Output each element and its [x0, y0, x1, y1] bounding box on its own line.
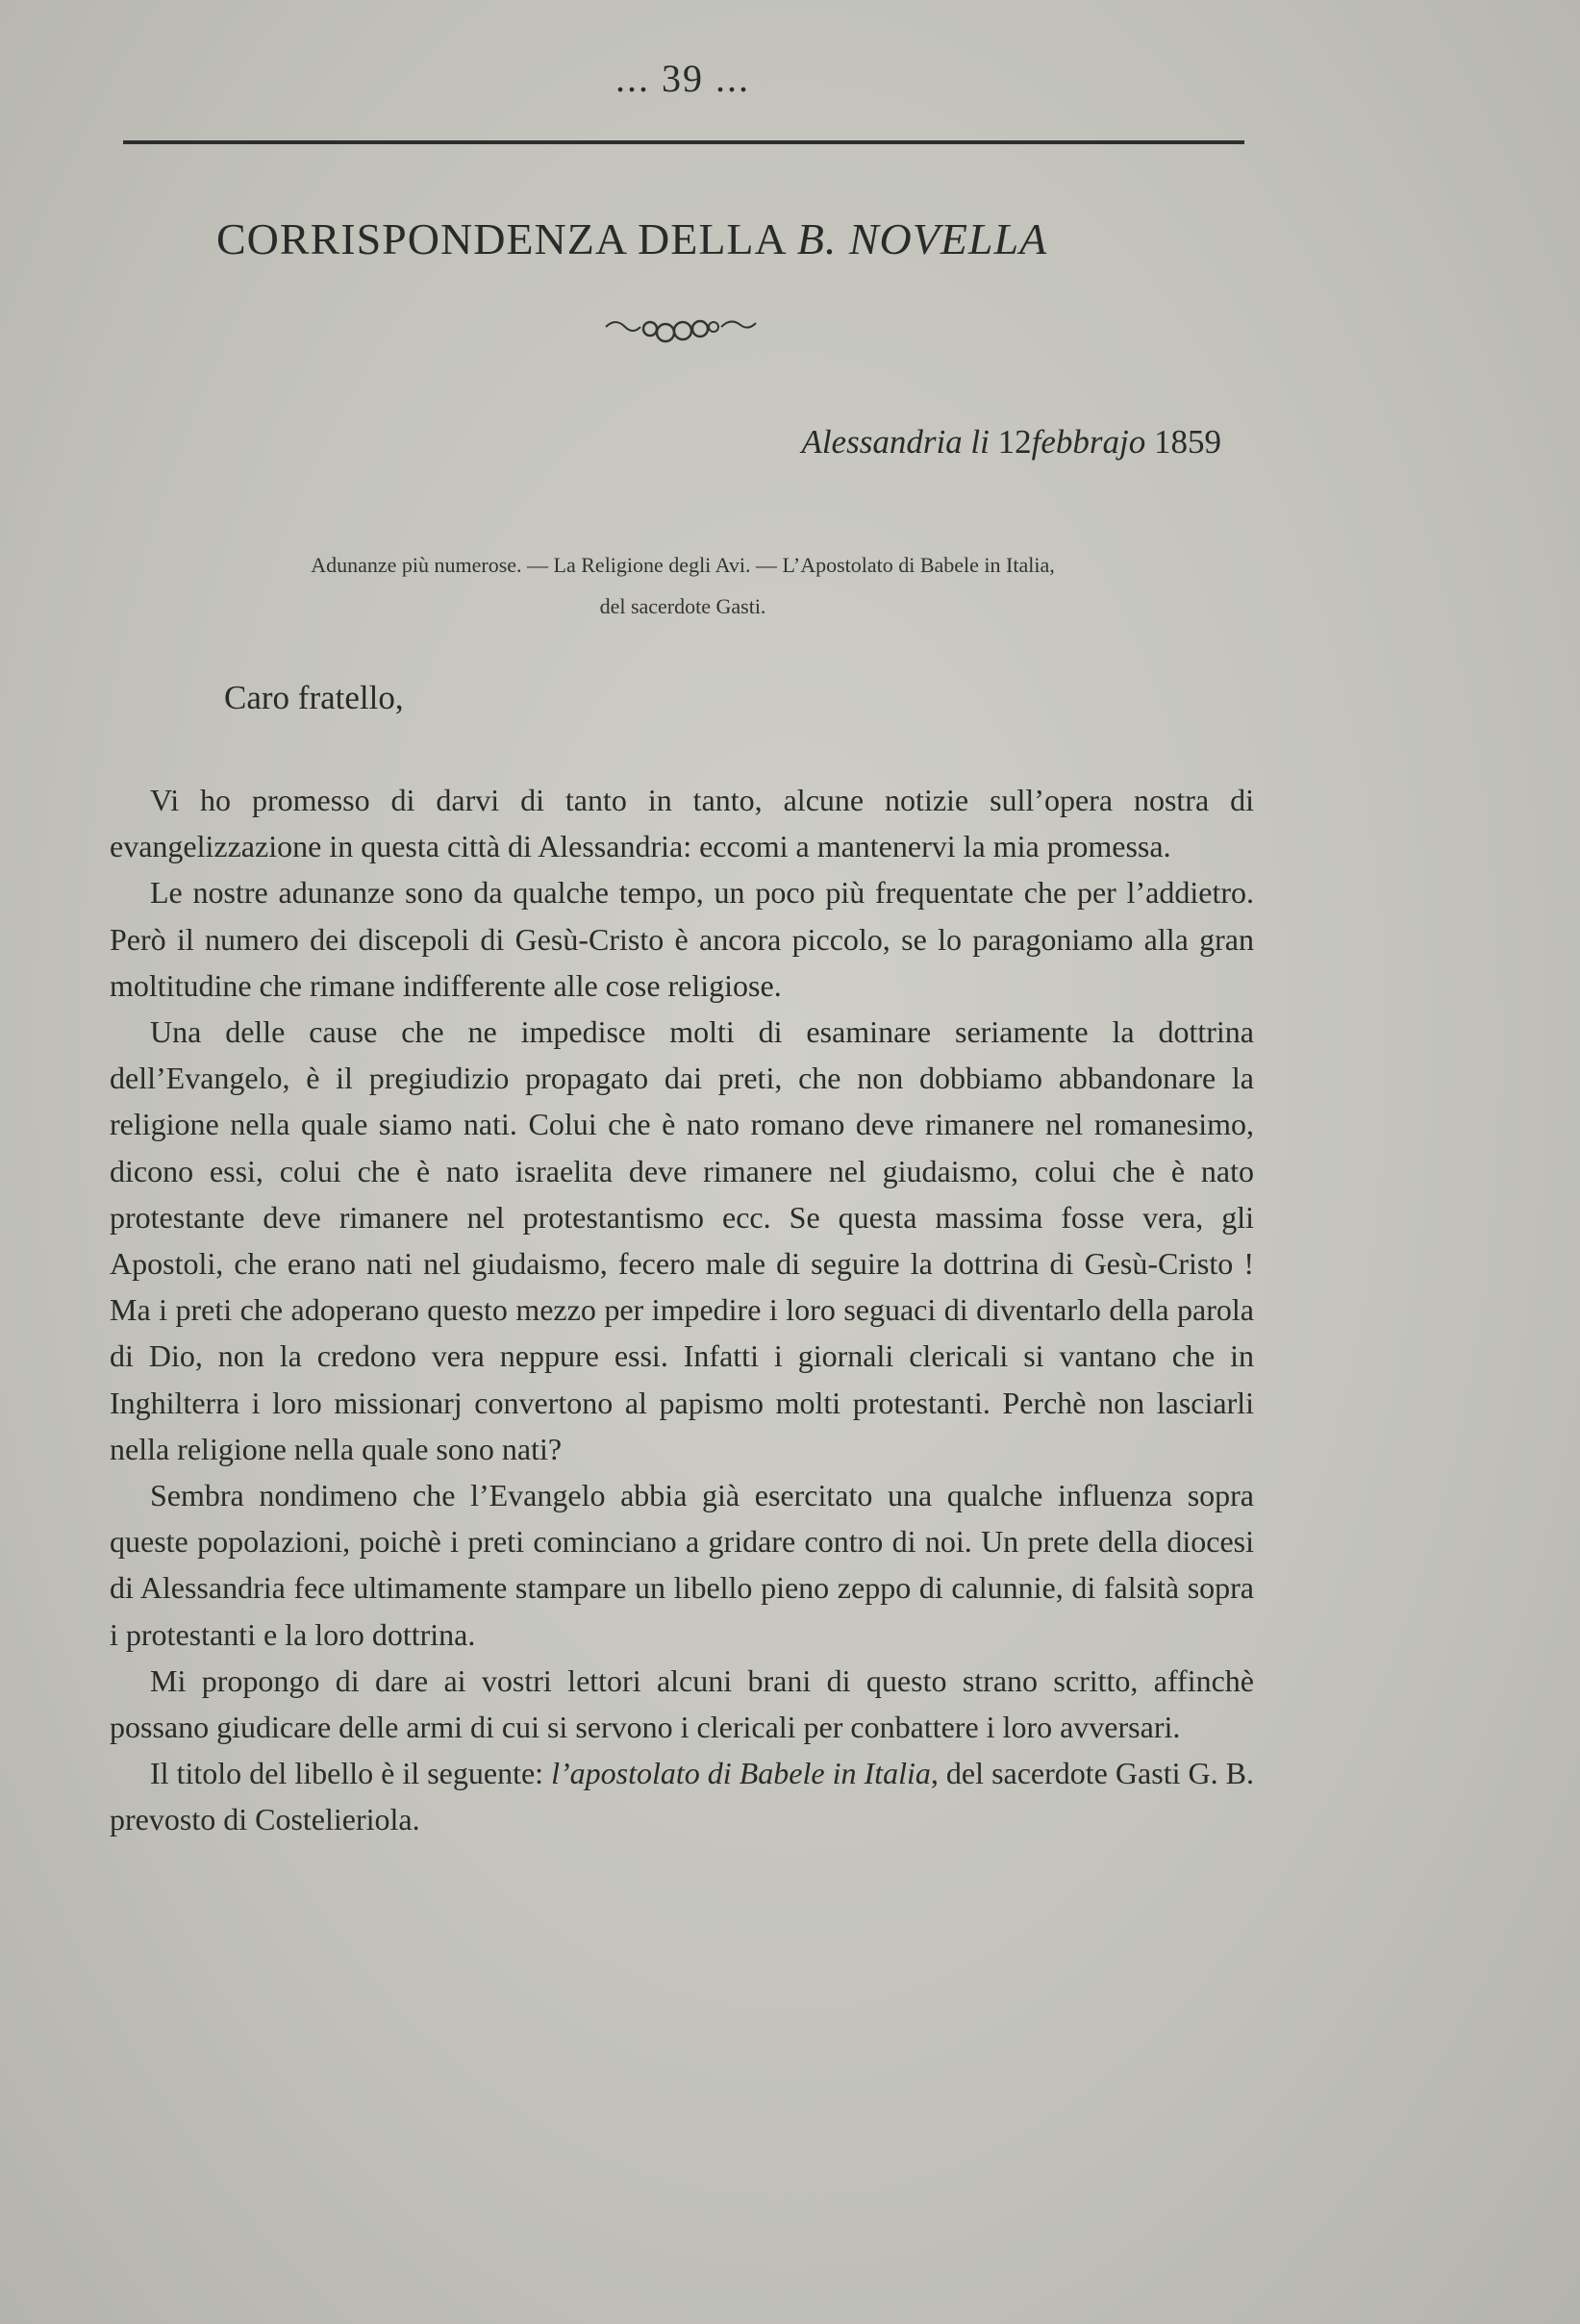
title-text: CORRISPONDENZA DELLA [216, 214, 797, 263]
dateline-month: febbrajo [1031, 423, 1146, 461]
paragraph-1: Vi ho promesso di darvi di tanto in tanto, alcune notizie sull’opera nostra di evangelizzazione in questa città di Alessandria: eccomi a mantenervi la mia promessa. [110, 783, 1254, 864]
paragraph-5: Mi propongo di dare ai vostri lettori alcuni brani di questo strano scritto, affinchè possano giudicare delle armi di cui si servono i clericali per conbattere i loro avversari. [110, 1662, 1254, 1745]
article-title [216, 213, 1178, 264]
book-title-reference: l’apostolato di Babele in Italia [551, 1756, 931, 1791]
letter-body [110, 777, 1254, 1843]
summary-line-1: Adunanze più numerose. — La Religione degli Avi. — L’Apostolato di Babele in Italia, [311, 553, 1055, 577]
paragraph-6-start: Il titolo del libello è il seguente: [150, 1756, 552, 1791]
title-italic-text: B. NOVELLA [796, 214, 1048, 263]
paragraph-6-end: , del sacerdote Gasti G. B. prevosto di Costelieriola. [110, 1756, 1255, 1837]
dateline-day: 12 [997, 423, 1032, 461]
header-rule [123, 140, 1244, 144]
page-number: ... 39 ... [615, 57, 750, 100]
paragraph-6 [110, 1750, 1254, 1842]
dateline [731, 423, 1221, 462]
dateline-place: Alessandria li [801, 423, 990, 461]
summary-line-2: del sacerdote Gasti. [599, 594, 766, 618]
dateline-year: 1859 [1154, 423, 1221, 461]
paragraph-2: Le nostre adunanze sono da qualche tempo, un poco più frequentate che per l’addietro. Però il numero dei discepoli di Gesù-Cristo è ancora piccolo, se lo paragoniamo alla gran moltitudine che rimane indifferente alle cose religiose. [110, 875, 1254, 1003]
paragraph-3: Una delle cause che ne impedisce molti di esaminare seriamente la dottrina dell’Evangelo, è il pregiudizio propagato dai preti, che non dobbiamo abbandonare la religione nella quale siamo nati. Colui che è nato romano deve rimanere nel romanesimo, dicono essi, colui che è nato israelita deve rimanere nel giudaismo, colui che è nato protestante deve rimanere nel protestantismo ecc. Se questa massima fosse vera, gli Apostoli, che erano nati nel giudaismo, fecero male di seguire la dottrina di Gesù-Cristo ! Ma i preti che adoperano questo mezzo per impedire i loro seguaci di diventarlo della parola di Dio, non la credono vera neppure essi. Infatti i giornali clericali si vantano che in Inghilterra i loro missionarj convertono al papismo molti protestanti. Perchè non lasciarli nella religione nella quale sono nati? [110, 1014, 1254, 1466]
salutation: Caro fratello, [224, 679, 404, 716]
paragraph-4: Sembra nondimeno che l’Evangelo abbia già esercitato una qualche influenza sopra queste popolazioni, poichè i preti cominciano a gridare contro di noi. Un prete della diocesi di Alessandria fece ultimamente stampare un libello pieno zeppo di calunnie, di falsità sopra i protestanti e la loro dottrina. [110, 1478, 1254, 1652]
ornament-flourish-icon [604, 313, 758, 348]
article-summary [154, 544, 1212, 627]
